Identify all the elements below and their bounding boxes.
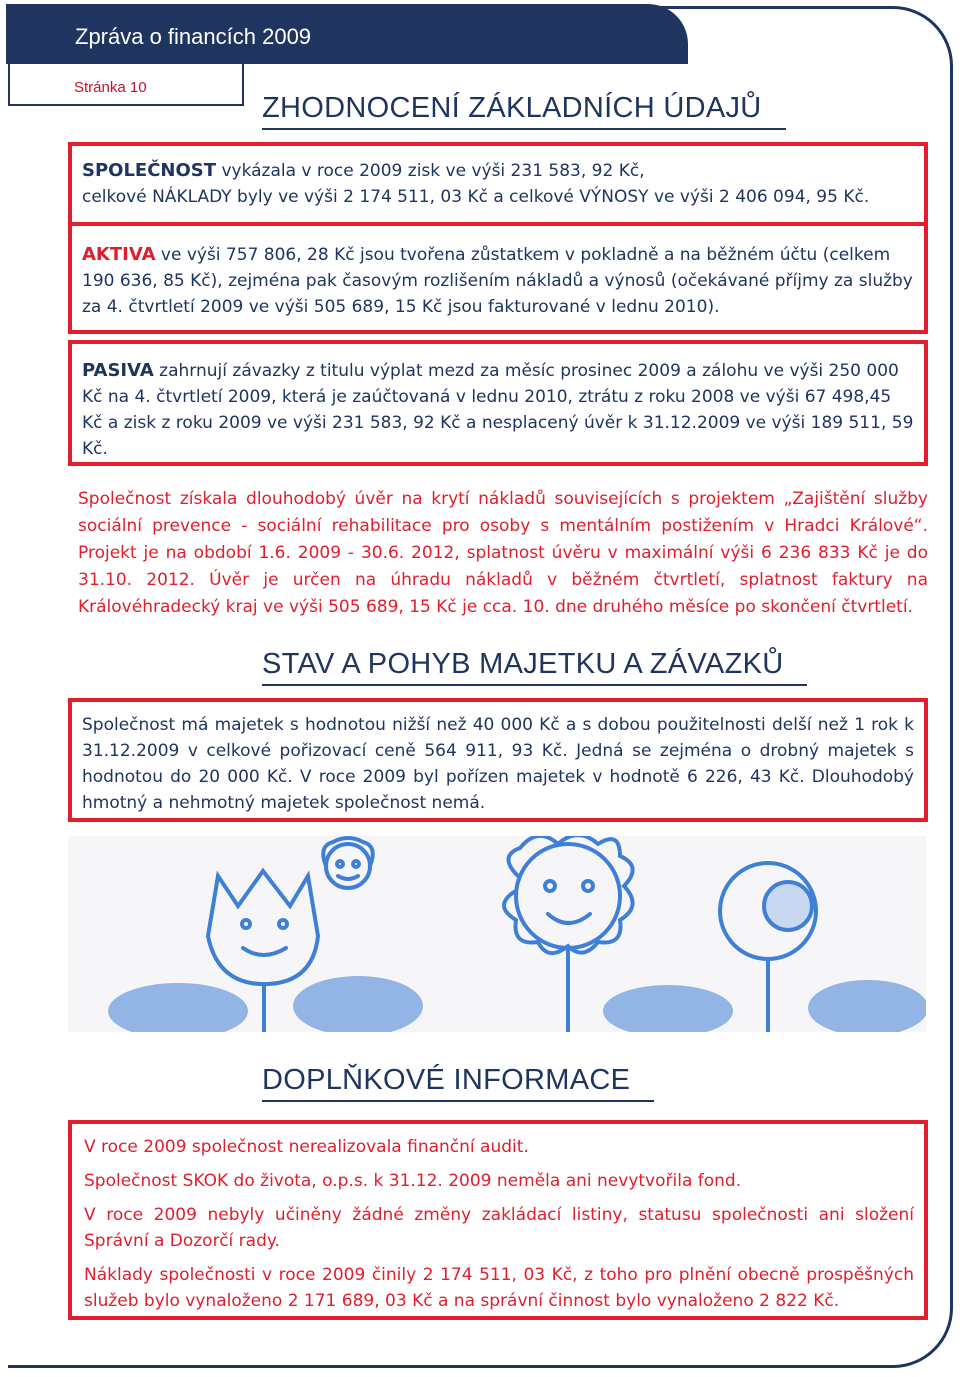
info-item: V roce 2009 nebyly učiněny žádné změny zakládací listiny, statusu společnosti ani složení Správní a Dozorčí rady. xyxy=(84,1205,914,1251)
child-drawing-image xyxy=(68,836,926,1032)
info-item: V roce 2009 společnost nerealizovala finanční audit. xyxy=(84,1137,529,1157)
box-pasiva xyxy=(68,340,928,466)
uver-paragraph: Společnost získala dlouhodobý úvěr na krytí nákladů souvisejících s projektem „Zajištění služby sociální prevence - sociální rehabilitace pro osoby s mentálním postižením v Hradci Králové“. Projekt je na období 1.6. 2009 - 30.6. 2012, splatnost úvěru v maximální výši 6 236 833 Kč je do 31.10. 2012. Úvěr je určen na úhradu nákladů v běžném čtvrtletí, splatnost faktury na Královéhradecký kraj ve výši 505 689, 15 Kč je cca. 10. dne druhého měsíce po skončení čtvrtletí. xyxy=(78,489,928,617)
aktiva-keyword: AKTIVA xyxy=(82,244,156,265)
spolecnost-text: vykázala v roce 2009 zisk ve výši 231 583, 92 Kč, xyxy=(216,161,645,181)
heading-zhodnoceni: ZHODNOCENÍ ZÁKLADNÍCH ÚDAJŮ xyxy=(262,88,786,130)
page-number: Stránka 10 xyxy=(74,79,147,96)
info-item: Společnost SKOK do života, o.p.s. k 31.12. 2009 neměla ani nevytvořila fond. xyxy=(84,1171,742,1191)
spolecnost-keyword: SPOLEČNOST xyxy=(82,160,217,181)
majetek-text: Společnost má majetek s hodnotou nižší než 40 000 Kč a s dobou použitelnosti delší než 1 rok k 31.12.2009 v celkové pořizovací ceně 564 911, 93 Kč. Jedná se zejména o drobný majetek s hodnotou do 20 000 Kč. V roce 2009 byl pořízen majetek v hodnotě 6 226, 43 Kč. Dlouhodobý hmotný a nehmotný majetek společnost nemá. xyxy=(82,715,914,813)
box-doplnkove xyxy=(68,1120,928,1320)
aktiva-text: ve výši 757 806, 28 Kč jsou tvořena zůstatkem v pokladně a na běžném účtu (celkem 190 636, 85 Kč), zejména pak časovým rozlišením nákladů a výnosů (očekávané příjmy za služby za 4. čtvrtletí 2009 ve výši 505 689, 15 Kč jsou fakturované v lednu 2010). xyxy=(82,245,913,317)
child-drawing-svg xyxy=(68,836,926,1032)
box-majetek xyxy=(68,698,928,822)
info-item: Náklady společnosti v roce 2009 činily 2 174 511, 03 Kč, z toho pro plnění obecně prospěšných služeb bylo vynaloženo 2 171 689, 03 Kč a na správní činnost bylo vynaloženo 2 822 Kč. xyxy=(84,1265,914,1311)
heading-doplnkove: DOPLŇKOVÉ INFORMACE xyxy=(262,1060,654,1102)
box-spolecnost xyxy=(68,142,928,226)
pasiva-keyword: PASIVA xyxy=(82,360,154,381)
heading-majetek: STAV A POHYB MAJETKU A ZÁVAZKŮ xyxy=(262,644,807,686)
document-title: Zpráva o financích 2009 xyxy=(75,24,312,49)
spolecnost-text-2: celkové NÁKLADY byly ve výši 2 174 511, 03 Kč a celkové VÝNOSY ve výši 2 406 094, 95 Kč. xyxy=(82,187,870,207)
box-aktiva xyxy=(68,222,928,334)
pasiva-text: zahrnují závazky z titulu výplat mezd za měsíc prosinec 2009 a zálohu ve výši 250 000 Kč na 4. čtvrtletí 2009, která je zaúčtovaná v lednu 2010, ztrátu z roku 2008 ve výši 67 498,45 Kč a zisk z roku 2009 ve výši 231 583, 92 Kč a nesplacený úvěr k 31.12.2009 ve výši 189 511, 59 Kč. xyxy=(82,361,914,459)
